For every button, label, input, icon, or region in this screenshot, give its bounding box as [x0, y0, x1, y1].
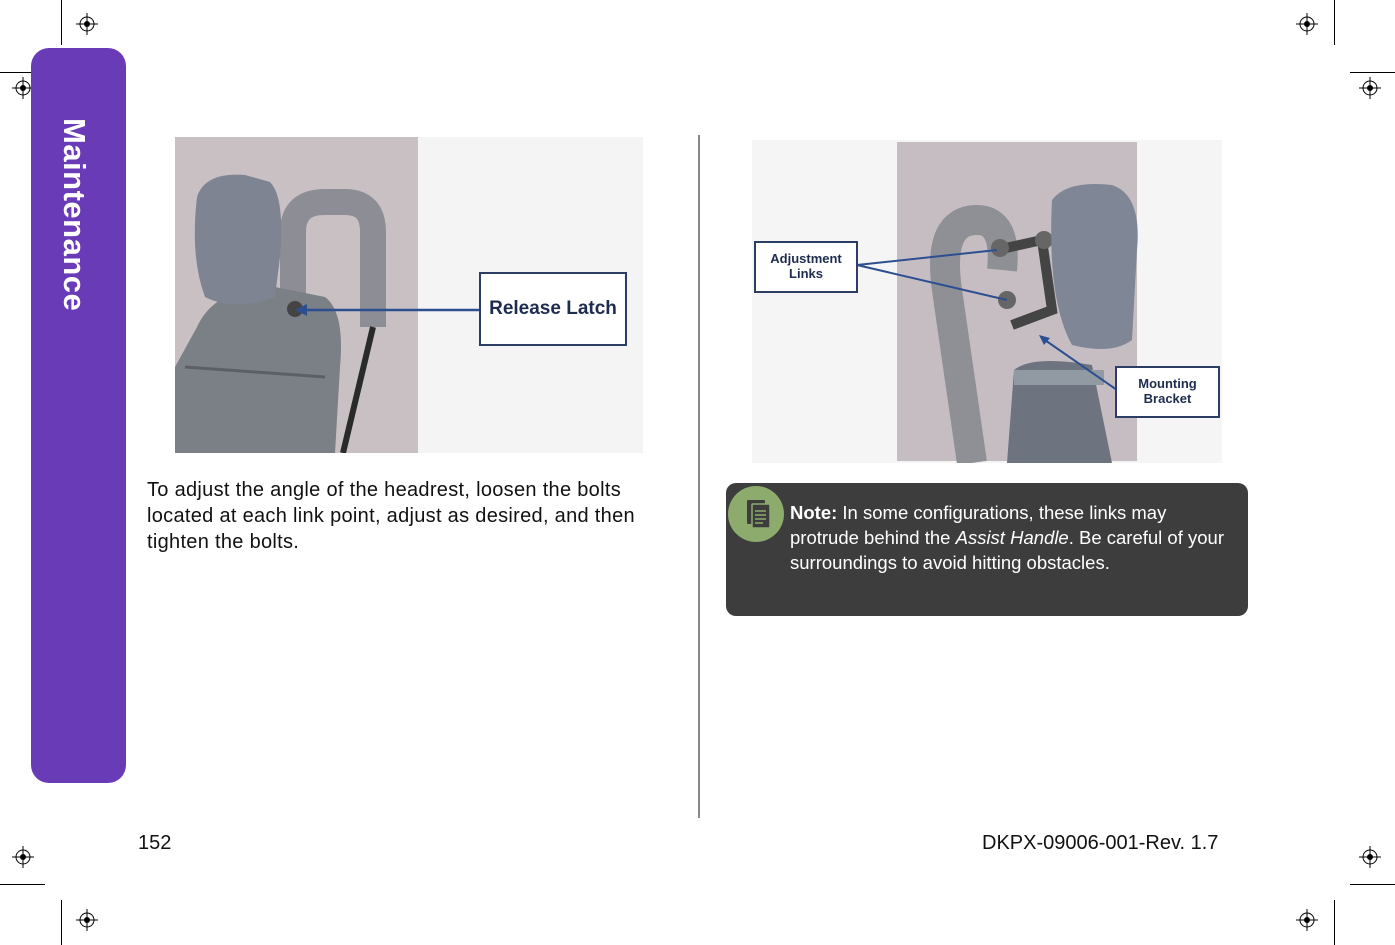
registration-mark-icon [1296, 13, 1318, 35]
headrest-release-latch-photo [175, 137, 643, 453]
crop-mark [1334, 900, 1335, 945]
crop-mark [1350, 72, 1395, 73]
registration-mark-icon [1296, 909, 1318, 931]
column-divider [698, 135, 700, 818]
note-emphasis: Assist Handle [955, 527, 1069, 548]
note-text-part: In some configurations, these links may protrude behind the [790, 502, 1167, 548]
mounting-bracket-callout: Mounting Bracket [1115, 366, 1220, 418]
crop-mark [61, 900, 62, 945]
instruction-paragraph: To adjust the angle of the headrest, loosen the bolts located at each link point, adjust as desired, and then tighten the bolts. [147, 479, 635, 553]
document-id: DKPX-09006-001-Rev. 1.7 [982, 832, 1219, 854]
release-latch-callout: Release Latch [479, 272, 627, 346]
note-text-part: . Be careful of your surroundings to avoid hitting obstacles. [790, 527, 1224, 573]
registration-mark-icon [1359, 846, 1381, 868]
registration-mark-icon [1359, 77, 1381, 99]
adjustment-links-callout: Adjustment Links [754, 241, 858, 293]
crop-mark [0, 884, 45, 885]
headrest-links-photo [752, 140, 1222, 463]
note-document-icon [728, 486, 784, 542]
note-text [790, 500, 1230, 575]
crop-mark [1334, 0, 1335, 45]
registration-mark-icon [76, 13, 98, 35]
registration-mark-icon [12, 846, 34, 868]
section-tab-label: Maintenance [57, 118, 92, 312]
crop-mark [1350, 884, 1395, 885]
note-lead: Note: [790, 502, 838, 523]
page-number: 152 [138, 832, 172, 854]
registration-mark-icon [76, 909, 98, 931]
crop-mark [61, 0, 62, 45]
